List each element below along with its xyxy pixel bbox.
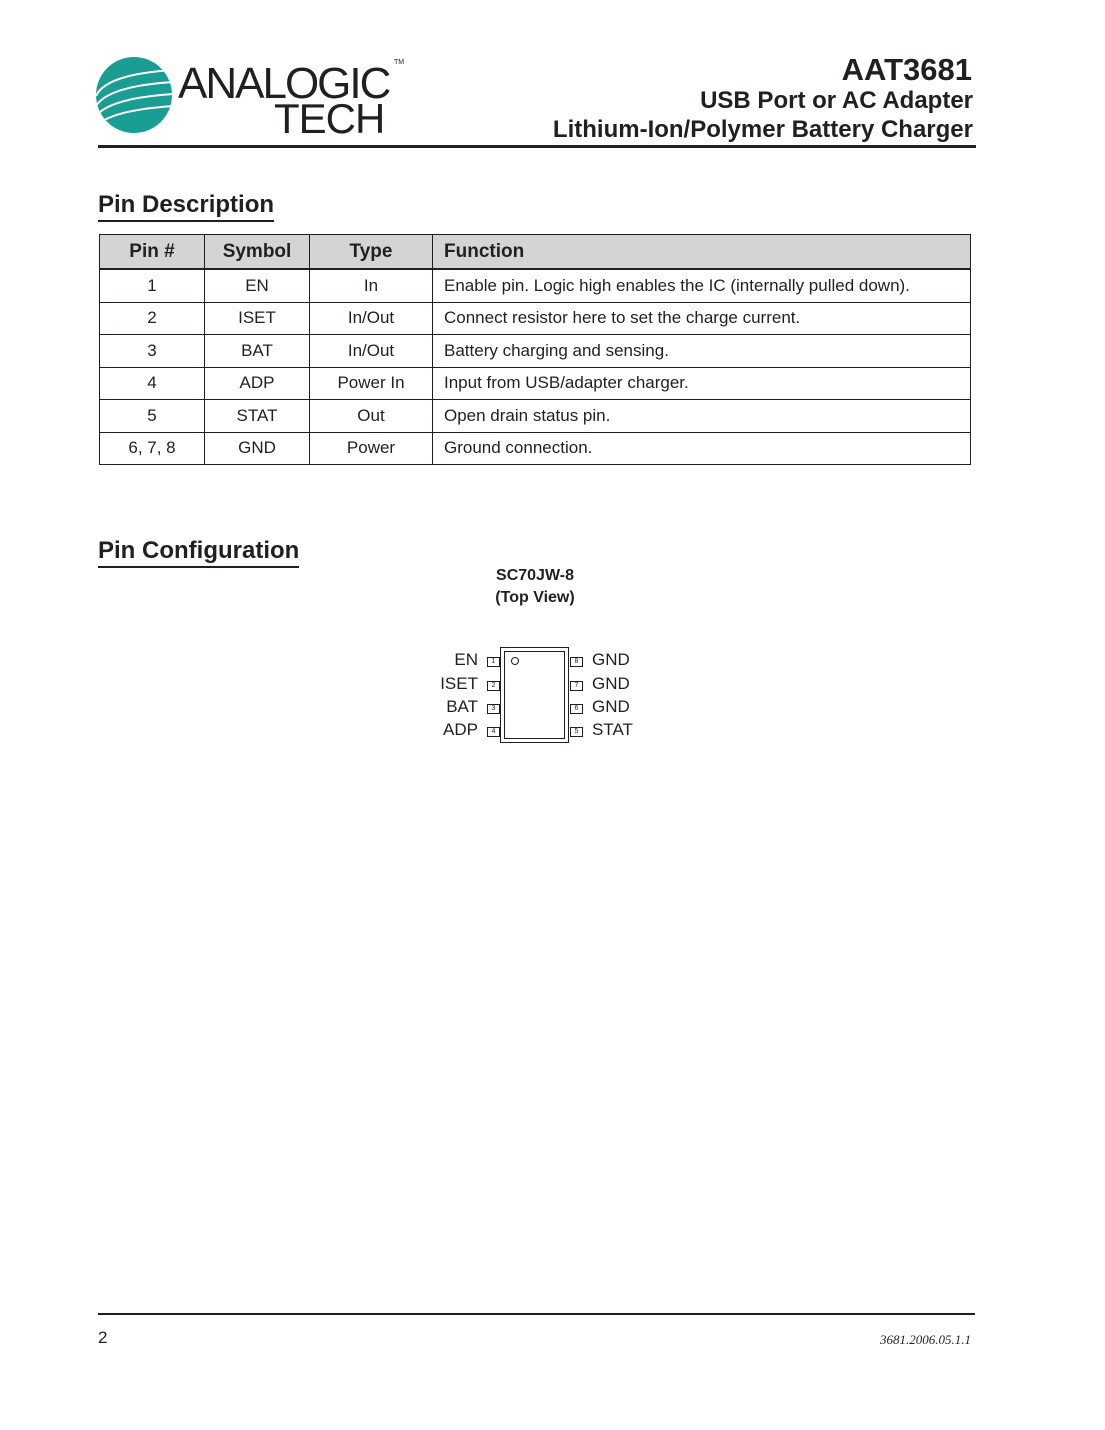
pin-number: 1 <box>487 657 500 667</box>
document-id: 3681.2006.05.1.1 <box>880 1332 971 1347</box>
cell-type: Out <box>310 400 433 433</box>
cell-function: Ground connection. <box>433 432 971 465</box>
table-row <box>100 335 971 368</box>
cell-symbol: EN <box>205 269 310 302</box>
pin-configuration-title: Pin Configuration <box>98 537 299 568</box>
analogictech-logo <box>96 56 416 141</box>
pin-number: 7 <box>570 681 583 691</box>
cell-symbol: STAT <box>205 400 310 433</box>
table-row <box>100 367 971 400</box>
page-number: 2 <box>98 1328 108 1347</box>
cell-function: Battery charging and sensing. <box>433 335 971 368</box>
table-row <box>100 269 971 302</box>
pin-number: 4 <box>487 727 500 737</box>
table-row <box>100 432 971 465</box>
ic-package-body <box>500 647 569 743</box>
cell-pin: 5 <box>100 400 205 433</box>
pin-label: GND <box>592 674 630 693</box>
cell-type: In <box>310 269 433 302</box>
cell-type: In/Out <box>310 302 433 335</box>
pin-label: STAT <box>592 720 633 739</box>
pin-label: EN <box>454 650 478 669</box>
table-header-row <box>100 235 971 270</box>
svg-text:TM: TM <box>394 59 405 66</box>
cell-function: Open drain status pin. <box>433 400 971 433</box>
cell-symbol: ADP <box>205 367 310 400</box>
table-row <box>100 400 971 433</box>
cell-type: Power <box>310 432 433 465</box>
pin-number: 2 <box>487 681 500 691</box>
cell-symbol: ISET <box>205 302 310 335</box>
header-subtitle-2: Lithium-Ion/Polymer Battery Charger <box>552 116 973 143</box>
col-header-function: Function <box>433 235 971 270</box>
cell-pin: 3 <box>100 335 205 368</box>
svg-text:TECH: TECH <box>274 95 385 136</box>
cell-function: Input from USB/adapter charger. <box>433 367 971 400</box>
pin-label: BAT <box>446 697 478 716</box>
cell-symbol: GND <box>205 432 310 465</box>
table-row <box>100 302 971 335</box>
cell-symbol: BAT <box>205 335 310 368</box>
cell-pin: 1 <box>100 269 205 302</box>
pin-description-title: Pin Description <box>98 191 274 222</box>
pin-number: 5 <box>570 727 583 737</box>
header-rule <box>98 145 976 148</box>
cell-function: Enable pin. Logic high enables the IC (internally pulled down). <box>433 269 971 302</box>
col-header-symbol: Symbol <box>205 235 310 270</box>
pin-description-table <box>99 234 971 465</box>
cell-type: In/Out <box>310 335 433 368</box>
svg-text:ANALOGIC: ANALOGIC <box>178 59 390 108</box>
pin-label: ADP <box>443 720 478 739</box>
cell-pin: 2 <box>100 302 205 335</box>
cell-pin: 4 <box>100 367 205 400</box>
pin-label: ISET <box>440 674 478 693</box>
cell-pin: 6, 7, 8 <box>100 432 205 465</box>
part-number: AAT3681 <box>841 52 972 87</box>
col-header-type: Type <box>310 235 433 270</box>
pin-number: 3 <box>487 704 500 714</box>
pin-label: GND <box>592 697 630 716</box>
pin1-marker <box>511 657 519 665</box>
package-view: (Top View) <box>495 589 575 606</box>
pin-label: GND <box>592 650 630 669</box>
footer-rule <box>98 1313 975 1315</box>
pin-number: 8 <box>570 657 583 667</box>
cell-function: Connect resistor here to set the charge current. <box>433 302 971 335</box>
pin-number: 6 <box>570 704 583 714</box>
cell-type: Power In <box>310 367 433 400</box>
col-header-pin: Pin # <box>100 235 205 270</box>
header-subtitle-1: USB Port or AC Adapter <box>700 87 973 114</box>
package-name: SC70JW-8 <box>496 567 574 584</box>
